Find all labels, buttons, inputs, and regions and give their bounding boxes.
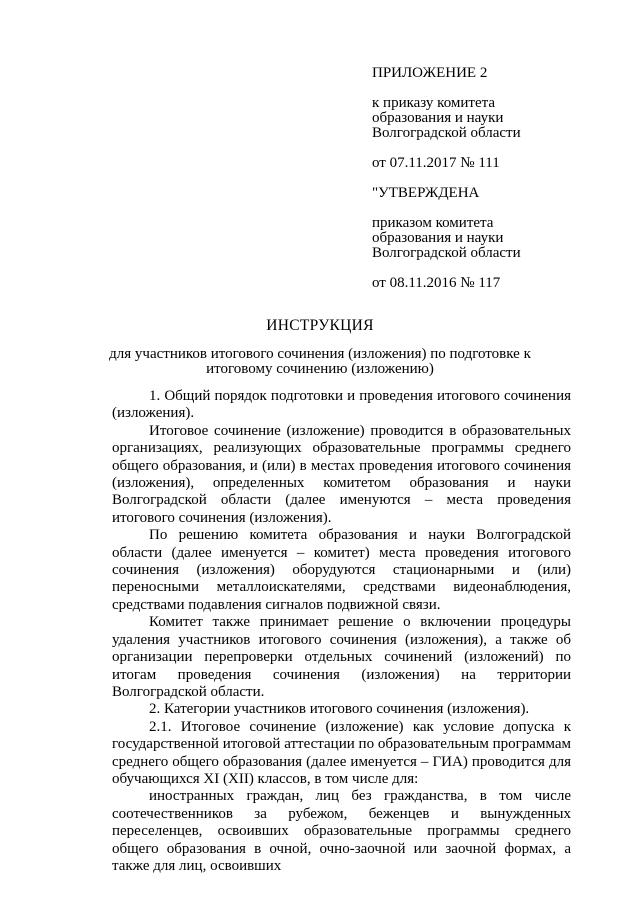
approved-line-1: приказом комитета <box>372 215 494 231</box>
appendix-label: ПРИЛОЖЕНИЕ 2 <box>372 65 488 81</box>
paragraph: иностранных граждан, лиц без гражданства, в том числе соотечественников за рубежом, беженцев и вынужденных переселенцев, освоивших образовательные программы среднего общего образования в очной, очно-заочной или заочной формах, а также для лиц, освоивших <box>112 788 571 874</box>
approved-line-3: Волгоградской области <box>372 245 521 261</box>
paragraph: По решению комитета образования и науки Волгоградской области (далее именуется – комитет) места проведения итогового сочинения (изложения) оборудуются стационарными и (или) переносными металлоискателями, средствами видеонаблюдения, средствами подавления сигналов подвижной связи. <box>112 527 571 613</box>
document-subtitle <box>60 347 580 377</box>
subtitle-line-1: для участников итогового сочинения (изложения) по подготовке к <box>109 346 531 362</box>
approved-date: от 08.11.2016 № 117 <box>372 275 501 291</box>
order-line-2: образования и науки <box>372 110 504 126</box>
paragraph: Комитет также принимает решение о включении процедуры удаления участников итогового сочинения (изложения), а также об организации перепроверки отдельных сочинений (изложений) по итогам проведения сочинения (изложения) на территории Волгоградской области. <box>112 614 571 700</box>
paragraph: Итоговое сочинение (изложение) проводится в образовательных организациях, реализующих образовательные программы среднего общего образования, и (или) в местах проведения итогового сочинения (изложения), определенных комитетом образования и науки Волгоградской области (далее именуются – места проведения итогового сочинения (изложения). <box>112 422 571 526</box>
order-date: от 07.11.2017 № 111 <box>372 155 500 171</box>
approved-line-2: образования и науки <box>372 230 504 246</box>
paragraph-section-2: 2. Категории участников итогового сочинения (изложения). <box>149 701 530 718</box>
order-line-1: к приказу комитета <box>372 95 496 111</box>
approval-block <box>372 66 612 291</box>
subtitle-line-2: итоговому сочинению (изложению) <box>206 361 434 377</box>
document-title: ИНСТРУКЦИЯ <box>266 317 374 334</box>
approved-label: "УТВЕРЖДЕНА <box>372 185 480 201</box>
paragraph-section-1: 1. Общий порядок подготовки и проведения итогового сочинения (изложения). <box>112 388 571 422</box>
paragraph-clause-2-1: 2.1. Итоговое сочинение (изложение) как условие допуска к государственной итоговой аттестации по образовательным программам среднего общего образования (далее именуется – ГИА) проводится для обучающихся XI (XII) классов, в том числе для: <box>112 718 571 787</box>
document-body <box>112 388 571 875</box>
order-line-3: Волгоградской области <box>372 125 521 141</box>
